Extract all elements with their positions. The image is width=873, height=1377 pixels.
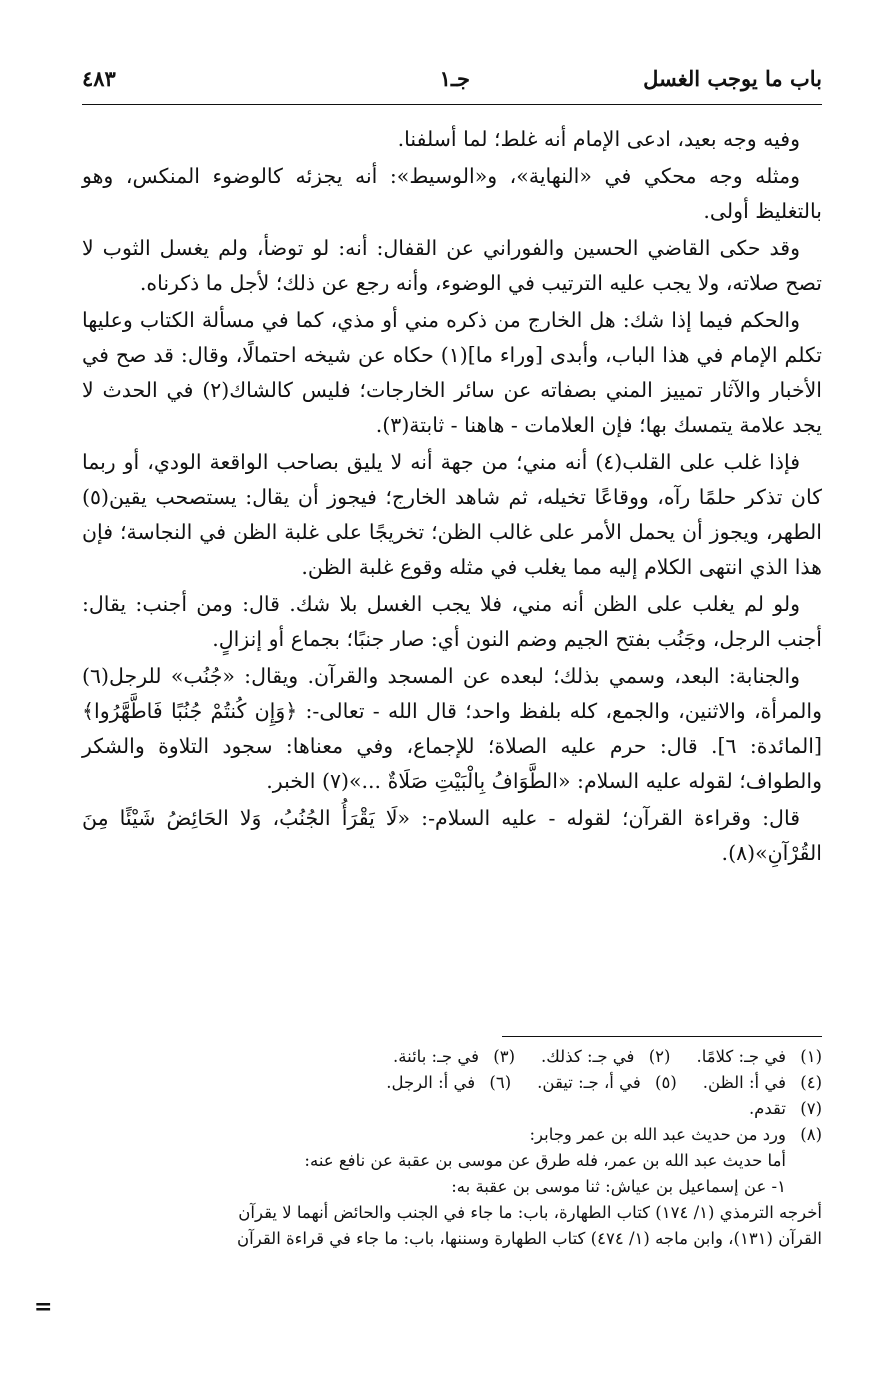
footnote-number: (٨) [800, 1125, 822, 1144]
footnote-text: في أ، جـ: تيقن. [537, 1073, 641, 1092]
footnote [703, 1070, 822, 1096]
footnote-text: في جـ: كلامًا. [696, 1047, 786, 1066]
paragraph: ولو لم يغلب على الظن أنه مني، فلا يجب الغسل بلا شك. قال: ومن أجنب: يقال: أجنب الرجل، وجَنُب بفتح الجيم وضم النون أي: صار جنبًا؛ بجماع أو إنزالٍ. [82, 592, 822, 651]
continuation-mark: = [34, 1294, 53, 1320]
footnote [529, 1122, 822, 1148]
footnote-number: (٤) [800, 1073, 822, 1092]
footnote-row [82, 1070, 822, 1096]
footnotes [82, 1044, 822, 1252]
footnote [393, 1044, 515, 1070]
footnote-row [82, 1122, 822, 1148]
main-text [82, 122, 822, 873]
volume-label: جـ١ [439, 66, 470, 91]
footnote-number: (٧) [800, 1099, 822, 1118]
footnote-number: (٣) [493, 1047, 516, 1066]
footnote [537, 1070, 677, 1096]
footnote [749, 1096, 822, 1122]
footnote-text: في أ: الظن. [702, 1073, 786, 1092]
footnote-number: (٦) [489, 1073, 512, 1092]
paragraph: والجنابة: البعد، وسمي بذلك؛ لبعده عن المسجد والقرآن. ويقال: «جُنُب» للرجل(٦) والمرأة، والاثنين، والجمع، كله بلفظ واحد؛ قال الله - تعالى-: ﴿وَإِن كُنتُمْ جُنُبًا فَاطَّهَّرُوا﴾ [المائدة: ٦]. قال: حرم عليه الصلاة؛ للإجماع، وفي معناها: سجود التلاوة والشكر والطواف؛ لقوله عليه السلام: «الطَّوَافُ بِالْبَيْتِ صَلَاةٌ ...»(٧) الخبر. [82, 664, 822, 793]
page-number: ٤٨٣ [82, 66, 116, 91]
footnote-continuation: أخرجه الترمذي (١/ ١٧٤) كتاب الطهارة، باب: ما جاء في الجنب والحائض أنهما لا يقرآن [238, 1203, 822, 1222]
footnote-text: ورد من حديث عبد الله بن عمر وجابر: [529, 1125, 786, 1144]
footnote-text: تقدم. [748, 1099, 786, 1118]
footnote-continuation: ١- عن إسماعيل بن عياش: ثنا موسى بن عقبة به: [451, 1177, 786, 1196]
paragraph: وقد حكى القاضي الحسين والفوراني عن القفال: أنه: لو توضأ، ولم يغسل الثوب لا تصح صلاته، ولا يجب عليه الترتيب في الوضوء، وأنه رجع عن ذلك؛ لأجل ما ذكرناه. [82, 236, 822, 295]
footnote-continuation: القرآن (١٣١)، وابن ماجه (١/ ٤٧٤) كتاب الطهارة وسننها، باب: ما جاء في قراءة القرآن [237, 1229, 822, 1248]
paragraph: والحكم فيما إذا شك: هل الخارج من ذكره مني أو مذي، كما في مسألة الكتاب وعليها تكلم الإمام في هذا الباب، وأبدى [وراء ما](١) حكاه عن شيخه احتمالًا، وقال: قد صح في الأخبار والآثار تمييز المني بصفاته عن سائر الخارجات؛ فليس كالشاك(٢) في الحدث لا يجد علامة يتمسك بها؛ فإن العلامات - هاهنا - ثابتة(٣). [82, 308, 823, 437]
footnote-row [82, 1044, 822, 1070]
paragraph: وفيه وجه بعيد، ادعى الإمام أنه غلط؛ لما أسلفنا. [397, 127, 800, 151]
header-rule [82, 104, 822, 105]
footnote-row [82, 1096, 822, 1122]
running-header [82, 66, 822, 102]
chapter-title: باب ما يوجب الغسل [643, 66, 822, 91]
footnote-number: (١) [800, 1047, 822, 1066]
paragraph: قال: وقراءة القرآن؛ لقوله - عليه السلام-: «لَا يَقْرَأُ الجُنُبُ، وَلا الحَائِضُ شَيْئًا مِنَ القُرْآنِ»(٨). [82, 806, 822, 865]
footnote-text: في أ: الرجل. [386, 1073, 476, 1092]
footnote-number: (٥) [655, 1073, 677, 1092]
paragraph: ومثله وجه محكي في «النهاية»، و«الوسيط»: أنه يجزئه كالوضوء المنكس، وهو بالتغليظ أولى. [82, 164, 822, 223]
footnote-continuation: أما حديث عبد الله بن عمر، فله طرق عن موسى بن عقبة عن نافع عنه: [304, 1151, 786, 1170]
paragraph: فإذا غلب على القلب(٤) أنه مني؛ من جهة أنه لا يليق بصاحب الواقعة الودي، أو ربما كان تذكر حلمًا رآه، ووقاعًا تخيله، ثم شاهد الخارج؛ فيجوز أن يقال: يستصحب يقين(٥) الطهر، ويجوز أن يحمل الأمر على غالب الظن؛ تخريجًا على غلبة الظن في النجاسة؛ فإن هذا الذي انتهى الكلام إليه مما يغلب في مثله وقوع غلبة الظن. [82, 450, 822, 579]
footnote-text: في جـ: بائنة. [393, 1047, 480, 1066]
footnote-text: في جـ: كذلك. [541, 1047, 635, 1066]
footnote-number: (٢) [648, 1047, 671, 1066]
footnote [541, 1044, 670, 1070]
footnote-rule [502, 1036, 822, 1037]
footnote [386, 1070, 511, 1096]
footnote [696, 1044, 822, 1070]
